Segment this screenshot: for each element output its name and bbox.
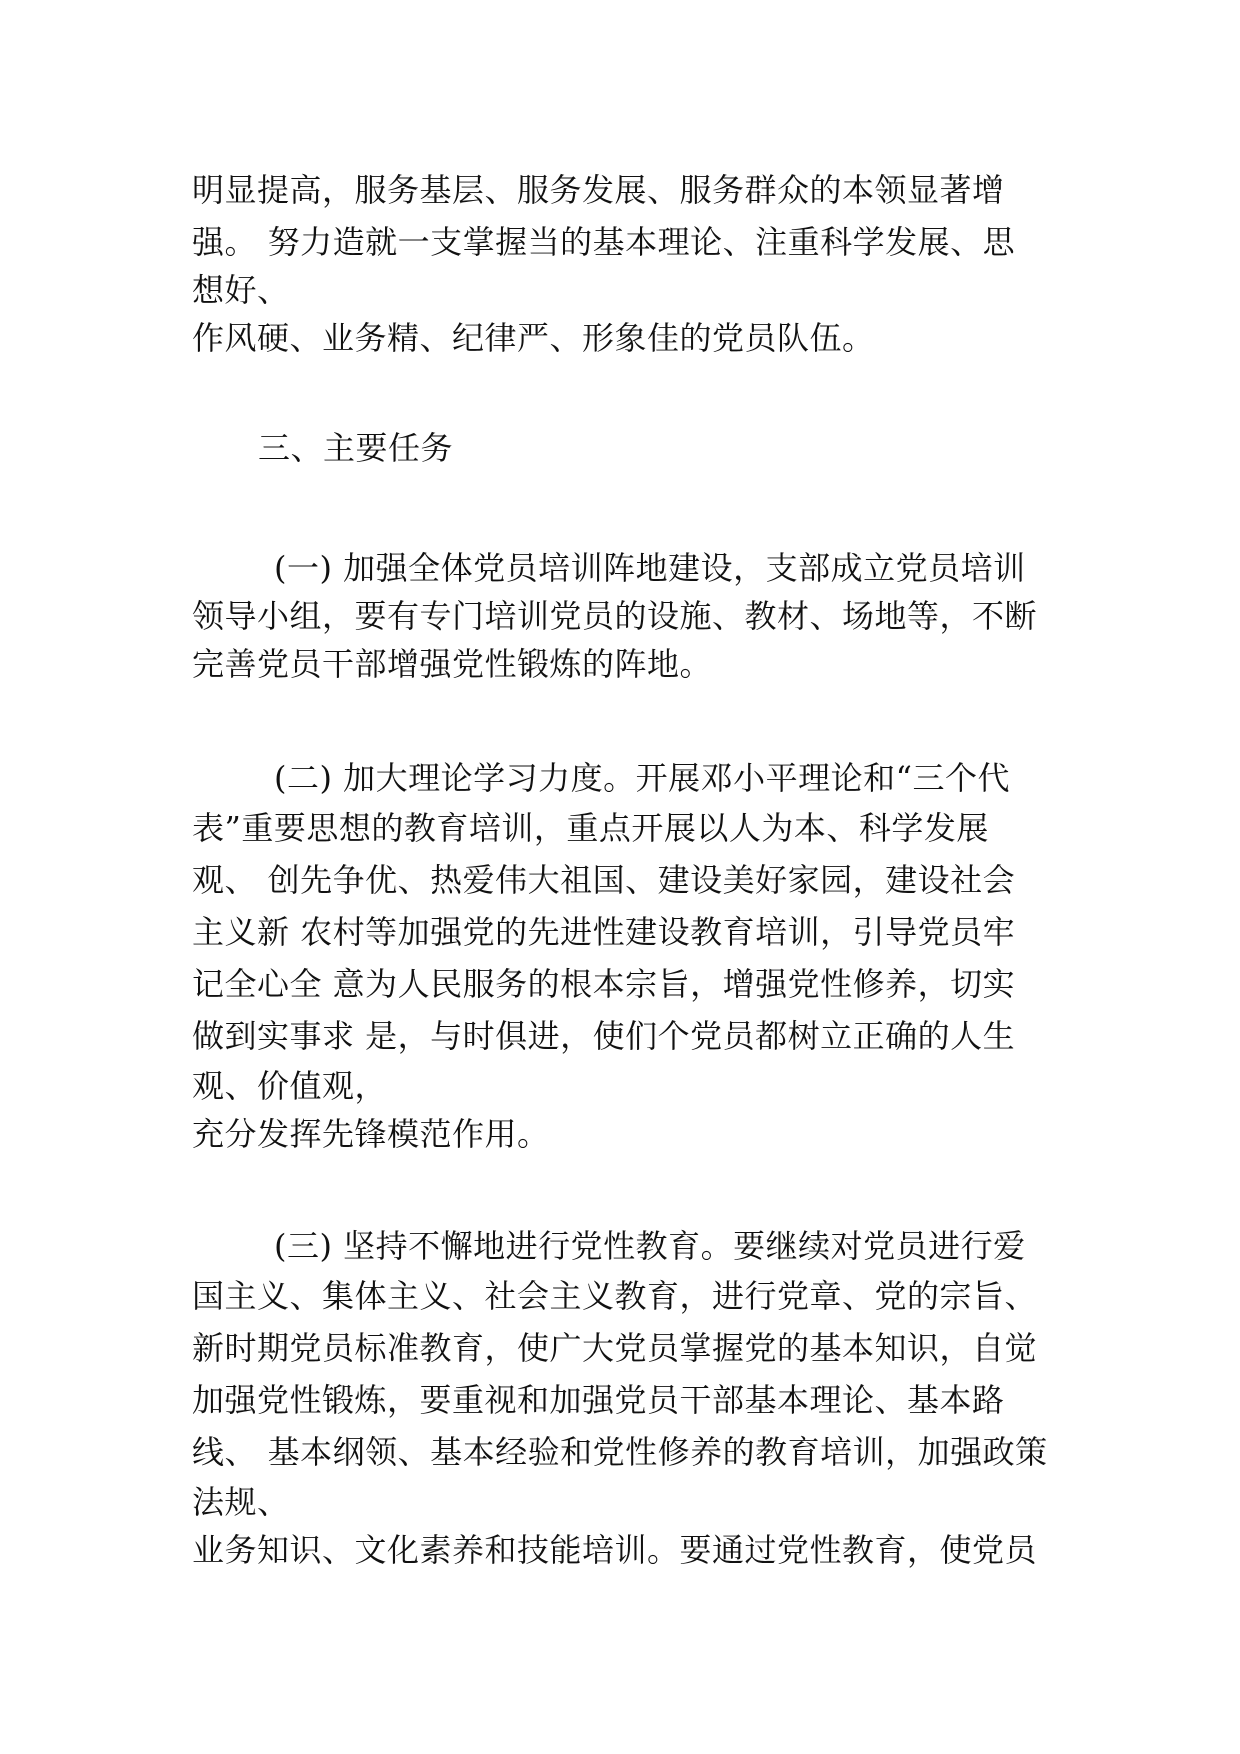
text-line: 明显提高，服务基层、服务发展、服务群众的本领显著增 — [192, 171, 1005, 209]
text-line: 作风硬、业务精、纪律严、形象佳的党员队伍。 — [192, 319, 875, 357]
text-line: 观、价值观， — [192, 1067, 388, 1105]
text-line: 做到实事求 是，与时俱进，使们个党员都树立正确的人生 — [192, 1017, 1016, 1055]
text-line: (一) 加强全体党员培训阵地建设，支部成立党员培训 — [274, 549, 1026, 587]
text-line: 主义新 农村等加强党的先进性建设教育培训，引导党员牢 — [192, 913, 1016, 951]
text-line: 国主义、集体主义、社会主义教育，进行党章、党的宗旨、 — [192, 1277, 1038, 1315]
text-line: 领导小组，要有专门培训党员的设施、教材、场地等，不断 — [192, 597, 1038, 635]
text-line: (二) 加大理论学习力度。开展邓小平理论和“三个代 — [274, 759, 1011, 797]
text-line: 表”重要思想的教育培训，重点开展以人为本、科学发展 — [192, 809, 989, 847]
text-line: 线、 基本纲领、基本经验和党性修养的教育培训，加强政策 — [192, 1433, 1048, 1471]
text-line: 完善党员干部增强党性锻炼的阵地。 — [192, 645, 713, 683]
text-line: 记全心全 意为人民服务的根本宗旨，增强党性修养，切实 — [192, 965, 1016, 1003]
text-line: 加强党性锻炼，要重视和加强党员干部基本理论、基本路 — [192, 1381, 1005, 1419]
text-line: 充分发挥先锋模范作用。 — [192, 1115, 550, 1153]
text-line: (三) 坚持不懈地进行党性教育。要继续对党员进行爱 — [274, 1227, 1026, 1265]
text-line: 法规、 — [192, 1483, 290, 1521]
text-line: 强。 努力造就一支掌握当的基本理论、注重科学发展、思 — [192, 223, 1016, 261]
text-line: 想好、 — [192, 271, 290, 309]
text-line: 业务知识、文化素养和技能培训。要通过党性教育，使党员 — [192, 1531, 1038, 1569]
text-line: 新时期党员标准教育，使广大党员掌握党的基本知识，自觉 — [192, 1329, 1038, 1367]
text-line: 观、 创先争优、热爱伟大祖国、建设美好家园，建设社会 — [192, 861, 1016, 899]
section-heading: 三、主要任务 — [258, 429, 454, 467]
